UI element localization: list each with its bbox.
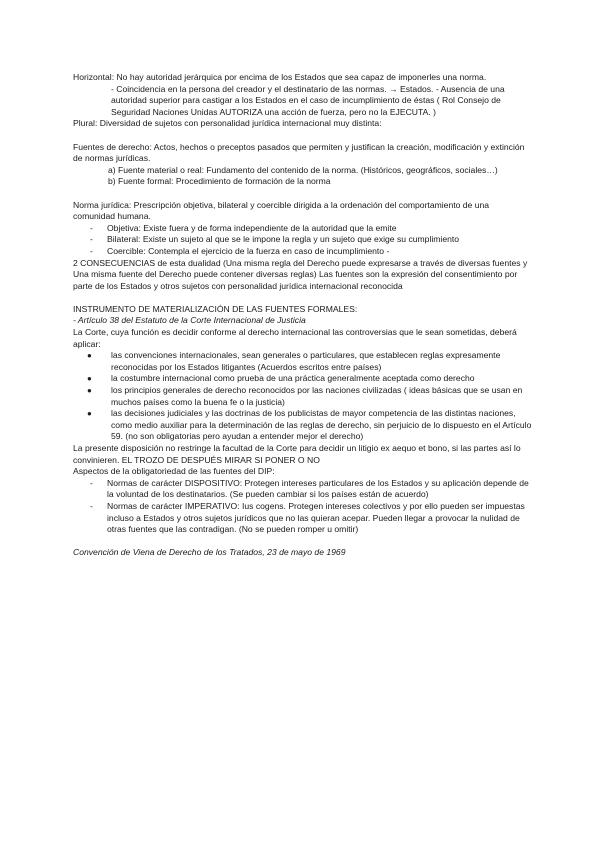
coincidencia-paragraph: - Coincidencia en la persona del creador y el destinatario de las normas. → Estados. - Ausencia de una autoridad superior para castigar a los Estados en el caso de incumplimiento de éstas ( Rol Consejo de Seguridad Naciones Unidas AUTORIZA una acción de fuerza, pero no la EJECUTA. ) bbox=[111, 83, 505, 117]
plural-paragraph: Plural: Diversidad de sujetos con personalidad jurídica internacional muy distinta: bbox=[73, 118, 382, 129]
list-item: - Normas de carácter DISPOSITIVO: Protegen intereses particulares de los Estados y su aplicación depende de la voluntad de los destinatarios. (Se pueden cambiar si los países están de acuerdo) bbox=[90, 477, 529, 500]
corte-paragraph: La Corte, cuya función es decidir conforme al derecho internacional las controversias que le sean sometidas, deberá aplicar: bbox=[73, 327, 517, 349]
bullet-icon: ● bbox=[87, 386, 92, 396]
bullet-icon: ● bbox=[87, 374, 92, 384]
dash-icon: - bbox=[90, 234, 93, 245]
list-item: - Coercible: Contempla el ejercicio de la fuerza en caso de incumplimiento - bbox=[90, 245, 390, 256]
dash-icon: - bbox=[90, 245, 93, 256]
list-item: - Bilateral: Existe un sujeto al que se le impone la regla y un sujeto que exige su cumplimiento bbox=[90, 234, 460, 245]
document-page bbox=[73, 72, 533, 559]
normas-list bbox=[73, 478, 533, 536]
fuente-formal: b) Fuente formal: Procedimiento de formación de la norma bbox=[108, 176, 331, 187]
norma-definition: Norma jurídica: Prescripción objetiva, bilateral y coercible dirigida a la ordenación del comportamiento de una comunidad humana. bbox=[73, 199, 490, 222]
norma-properties-list bbox=[73, 223, 533, 258]
bullet-icon: ● bbox=[87, 351, 92, 361]
dash-icon: - bbox=[90, 222, 93, 233]
fuente-material: a) Fuente material o real: Fundamento del contenido de la norma. (Históricos, geográficos, sociales…) bbox=[108, 164, 498, 175]
aspectos-heading: Aspectos de la obligatoriedad de las fuentes del DIP: bbox=[73, 466, 275, 477]
dash-icon: - bbox=[90, 477, 93, 488]
convencion-reference: Convención de Viena de Derecho de los Tratados, 23 de mayo de 1969 bbox=[73, 547, 346, 558]
horizontal-paragraph: Horizontal: No hay autoridad jerárquica por encima de los Estados que sea capaz de imponerles una norma. bbox=[73, 72, 487, 82]
list-item: ● los principios generales de derecho reconocidos por las naciones civilizadas ( ideas básicas que se usan en muchos países como la buena fe o la justicia) bbox=[87, 385, 523, 407]
list-item: - Normas de carácter IMPERATIVO: Ius cogens. Protegen intereses colectivos y por ello pueden ser impuestas incluso a Estados y otros sujetos jurídicos que no las quieran acepar. Pueden llegar a provocar la nulidad de otras fuentes que las contradigan. (No se pueden romper u omitir) bbox=[90, 500, 525, 535]
list-item: ● las convenciones internacionales, sean generales o particulares, que establecen reglas expresamente reconocidas por los Estados litigantes (Acuerdos escritos entre países) bbox=[87, 350, 501, 372]
list-item: ● las decisiones judiciales y las doctrinas de los publicistas de mayor competencia de las distintas naciones, como medio auxiliar para la determinación de las reglas de derecho, sin perjuicio de lo dispuesto en el Artículo 59. (no son obligatorias pero ayudan a entender mejor el derecho) bbox=[87, 408, 532, 442]
article-reference: - Artículo 38 del Estatuto de la Corte Internacional de Justicia bbox=[73, 315, 306, 326]
fuentes-definition: Fuentes de derecho: Actos, hechos o preceptos pasados que permiten y justifican la creación, modificación y extinción de normas jurídicas. bbox=[73, 141, 525, 164]
fuentes-aplicables-list bbox=[73, 350, 533, 443]
list-item: ● la costumbre internacional como prueba de una práctica generalmente aceptada como derecho bbox=[87, 373, 475, 384]
list-item: - Objetiva: Existe fuera y de forma independiente de la autoridad que la emite bbox=[90, 222, 397, 233]
instrumento-heading: INSTRUMENTO DE MATERIALIZACIÓN DE LAS FUENTES FORMALES: bbox=[73, 303, 358, 314]
presente-paragraph: La presente disposición no restringe la facultad de la Corte para decidir un litigio ex aequo et bono, si las partes así lo convinieren. EL TROZO DE DESPUÉS MIRAR SI PONER O NO bbox=[73, 443, 521, 465]
dash-icon: - bbox=[90, 500, 93, 511]
bullet-icon: ● bbox=[87, 409, 92, 419]
consecuencias-paragraph: 2 CONSECUENCIAS de esta dualidad (Una misma regla del Derecho puede expresarse a través de diversas fuentes y Una misma fuente del Derecho puede contener diversas reglas) Las fuentes son la expresión del consentimiento por parte de los Estados y otros sujetos con personalidad jurídica internacional reconocida bbox=[73, 257, 528, 291]
